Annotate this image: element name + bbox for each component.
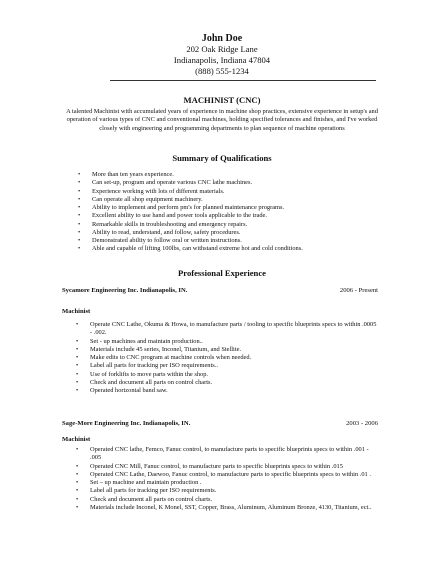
list-item: • Experience working with lots of different materials. bbox=[78, 188, 378, 196]
list-item: • Set - up machines and maintain production.. bbox=[76, 338, 378, 346]
list-item: • Able and capable of lifting 100lbs, can withstand extreme hot and cold conditions. bbox=[78, 245, 378, 253]
list-item: • Operated CNC Mill, Fanuc control, to manufacture parts to specific blueprints specs to within .015 bbox=[76, 463, 378, 471]
list-item: • Demonstrated ability to follow oral or written instructions. bbox=[78, 237, 378, 245]
experience-heading: Professional Experience bbox=[178, 268, 266, 278]
list-item: • Operated horizontal band saw. bbox=[76, 387, 378, 395]
list-item: • Materials include 45 series, Inconel, Titanium, and Stellite. bbox=[76, 346, 378, 354]
contact-header bbox=[0, 33, 444, 76]
job-duties-list bbox=[76, 321, 378, 395]
qualifications-heading: Summary of Qualifications bbox=[172, 153, 272, 163]
job-title: Machinist bbox=[62, 308, 91, 315]
list-item: • Ability to implement and perform pm's for planned maintenance programs. bbox=[78, 204, 378, 212]
candidate-name: John Doe bbox=[201, 33, 243, 44]
street-address: 202 Oak Ridge Lane bbox=[186, 44, 258, 54]
list-item: • Remarkable skills in troubleshooting and emergency repairs. bbox=[78, 221, 378, 229]
list-item: • Ability to read, understand, and follow, safety procedures. bbox=[78, 229, 378, 237]
list-item: • Excellent ability to use hand and power tools applicable to the trade. bbox=[78, 212, 378, 220]
city-state-zip: Indianapolis, Indiana 47804 bbox=[173, 54, 271, 65]
list-item: • Can set-up, program and operate various CNC lathe machines. bbox=[78, 179, 378, 187]
list-item: • Label all parts for tracking per ISO requirements. bbox=[76, 487, 378, 495]
qualifications-list bbox=[78, 171, 378, 254]
employment-dates: 2003 - 2006 bbox=[346, 420, 378, 427]
resume-title: MACHINIST (CNC) bbox=[183, 95, 261, 105]
list-item: • Operated CNC lathe, Femco, Fanuc control, to manufacture parts to specific blueprints specs to within .001 - .005 bbox=[76, 446, 378, 463]
list-item: • Can operate all shop equipment machinery. bbox=[78, 196, 378, 204]
header-divider bbox=[110, 80, 376, 81]
employer-line bbox=[62, 287, 378, 294]
list-item: • Operate CNC Lathe, Okuma & Howa, to manufacture parts / tooling to specific blueprints specs to within .0005 - .002. bbox=[76, 321, 378, 338]
list-item: • Set – up machine and maintain production . bbox=[76, 479, 378, 487]
list-item: • Check and document all parts on control charts. bbox=[76, 496, 378, 504]
employer-name: Sage-More Engineering Inc. Indianapolis, IN. bbox=[62, 420, 191, 427]
list-item: • Check and document all parts on control charts. bbox=[76, 379, 378, 387]
phone-number: (888) 555-1234 bbox=[195, 65, 249, 76]
list-item: • Use of forklifts to move parts within the shop. bbox=[76, 371, 378, 379]
job-duties-list bbox=[76, 446, 378, 512]
list-item: • Label all parts for tracking per ISO requirements.. bbox=[76, 362, 378, 370]
list-item: • More than ten years experience. bbox=[78, 171, 378, 179]
list-item: • Operated CNC Lathe, Daewoo, Fanuc control, to manufacture parts to specific blueprints specs to within .01 . bbox=[76, 471, 378, 479]
objective-summary: A talented Machinist with accumulated years of experience in machine shop practices, extensive experience in setup's and operation of various types of CNC and conventional machines, holding specified tolerances and finishes, and I've worked closely with engineering and programming departments to plan sequence of machine operations bbox=[66, 108, 378, 132]
job-title: Machinist bbox=[62, 436, 91, 443]
employment-dates: 2006 - Present bbox=[339, 287, 378, 294]
list-item: • Make edits to CNC program at machine controls when needed. bbox=[76, 354, 378, 362]
list-item: • Materials include Inconel, K Monel, SST, Copper, Brass, Aluminum, Aluminum Bronze, 4130, Titanium, ect.. bbox=[76, 504, 378, 512]
employer-line bbox=[62, 420, 378, 427]
employer-name: Sycamore Engineering Inc. Indianapolis, IN. bbox=[62, 287, 188, 294]
